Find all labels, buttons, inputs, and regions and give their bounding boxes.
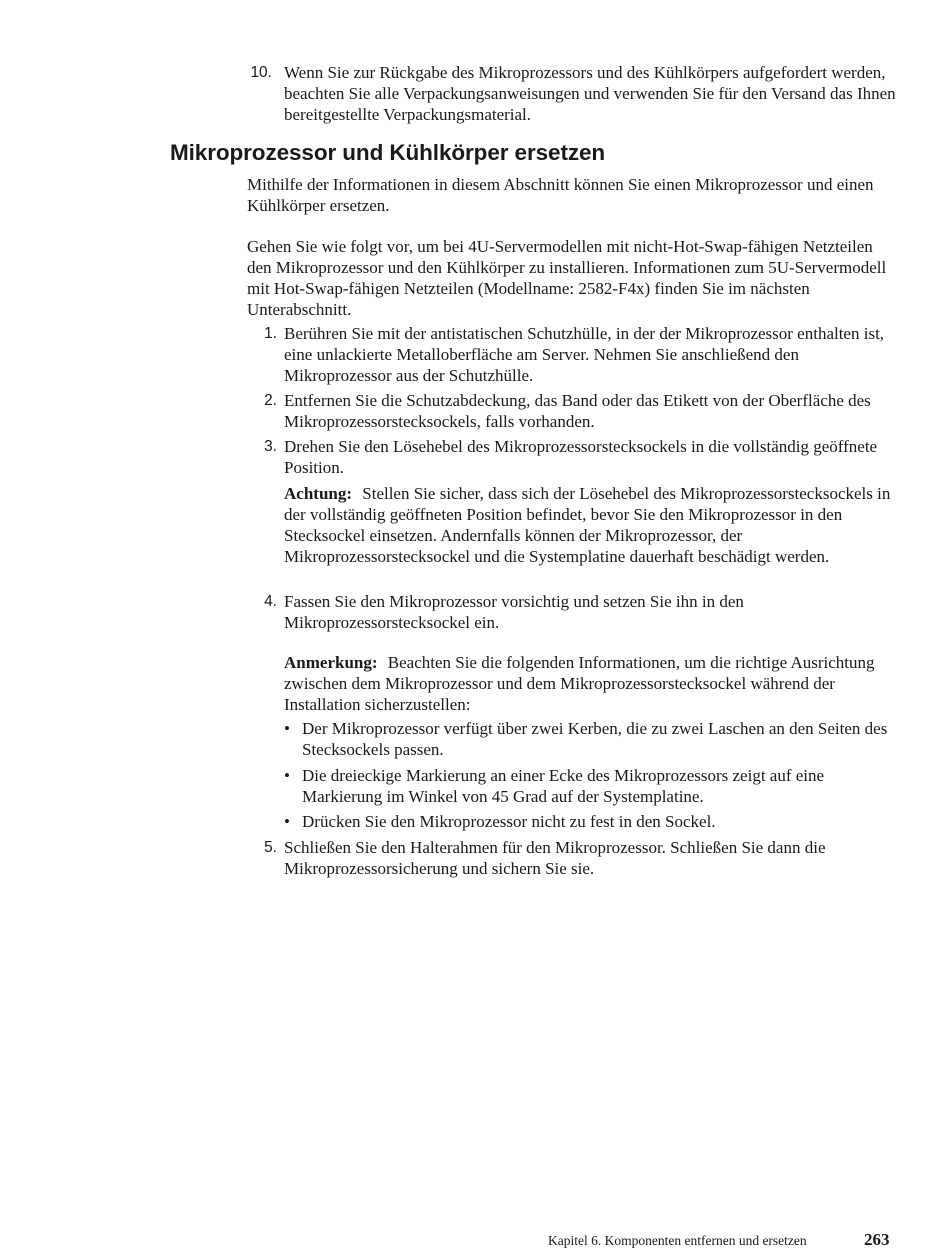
list-item-step-1: [247, 323, 897, 386]
bullet-item: [284, 811, 894, 832]
attention-notice: [284, 483, 894, 567]
step-text: Fassen Sie den Mikroprozessor vorsichtig und setzen Sie ihn in den Mikroprozessorstecksockel ein.: [284, 592, 744, 632]
bullet-text: Der Mikroprozessor verfügt über zwei Kerben, die zu zwei Laschen an den Seiten des Stecksockels passen.: [302, 719, 888, 759]
list-item-step-4: [247, 591, 897, 633]
step-text: Wenn Sie zur Rückgabe des Mikroprozessors und des Kühlkörpers aufgefordert werden, beachten Sie alle Verpackungsanweisungen und verwenden Sie für den Versand das Ihnen bereitgestellte Verpackungsmaterial.: [284, 63, 896, 124]
bullet-text: Die dreieckige Markierung an einer Ecke des Mikroprozessors zeigt auf eine Markierung im Winkel von 45 Grad auf der Systemplatine.: [302, 766, 825, 806]
note-label: Anmerkung:: [284, 653, 378, 672]
list-item-step-2: [247, 390, 897, 432]
section-intro: Mithilfe der Informationen in diesem Abschnitt können Sie einen Mikroprozessor und einen Kühlkörper ersetzen.: [247, 175, 874, 215]
footer-chapter-title: Kapitel 6. Komponenten entfernen und ersetzen: [548, 1233, 807, 1248]
step-text: Entfernen Sie die Schutzabdeckung, das Band oder das Etikett von der Oberfläche des Mikroprozessorstecksockels, falls vorhanden.: [284, 391, 871, 431]
note-notice: [284, 652, 894, 715]
bullet-item: [284, 718, 894, 760]
step-text: Schließen Sie den Halterahmen für den Mikroprozessor. Schließen Sie dann die Mikroprozessorsicherung und sichern Sie sie.: [284, 838, 826, 878]
step-number: 2.: [264, 392, 277, 409]
step-text: Drehen Sie den Lösehebel des Mikroprozessorstecksockels in die vollständig geöffnete Position.: [284, 437, 878, 477]
step-text: Berühren Sie mit der antistatischen Schutzhülle, in der der Mikroprozessor enthalten ist, eine unlackierte Metalloberfläche am Server. Nehmen Sie anschließend den Mikroprozessor aus der Schutzhülle.: [284, 324, 885, 385]
procedure-intro: Gehen Sie wie folgt vor, um bei 4U-Servermodellen mit nicht-Hot-Swap-fähigen Netzteilen den Mikroprozessor und den Kühlkörper zu installieren. Informationen zum 5U-Servermodell mit Hot-Swap-fähigen Netzteilen (Modellname: 2582-F4x) finden Sie im nächsten Unterabschnitt.: [247, 237, 887, 319]
step-number: 10.: [250, 64, 272, 81]
page-number: 263: [864, 1230, 890, 1249]
step-number: 3.: [264, 438, 277, 455]
step-number: 4.: [264, 593, 277, 610]
bullet-icon: •: [284, 719, 290, 738]
bullet-text: Drücken Sie den Mikroprozessor nicht zu fest in den Sockel.: [302, 812, 716, 831]
list-item-step-5: [247, 837, 897, 879]
step-number: 1.: [264, 325, 277, 342]
bullet-icon: •: [284, 766, 290, 785]
bullet-item: [284, 765, 894, 807]
attention-label: Achtung:: [284, 484, 353, 503]
bullet-icon: •: [284, 812, 290, 831]
attention-text: Stellen Sie sicher, dass sich der Lösehebel des Mikroprozessorstecksockels in der vollständig geöffneten Position befindet, bevor Sie den Mikroprozessor in den Stecksockel einsetzen. Andernfalls können der Mikroprozessor, der Mikroprozessorstecksockel und die Systemplatine dauerhaft beschädigt werden.: [284, 484, 891, 566]
section-heading: Mikroprozessor und Kühlkörper ersetzen: [170, 140, 606, 165]
note-text: Beachten Sie die folgenden Informationen, um die richtige Ausrichtung zwischen dem Mikroprozessor und dem Mikroprozessorstecksockel während der Installation sicherzustellen:: [284, 653, 875, 714]
list-item-step-10: [247, 62, 897, 125]
step-number: 5.: [264, 839, 277, 856]
list-item-step-3: [247, 436, 897, 478]
